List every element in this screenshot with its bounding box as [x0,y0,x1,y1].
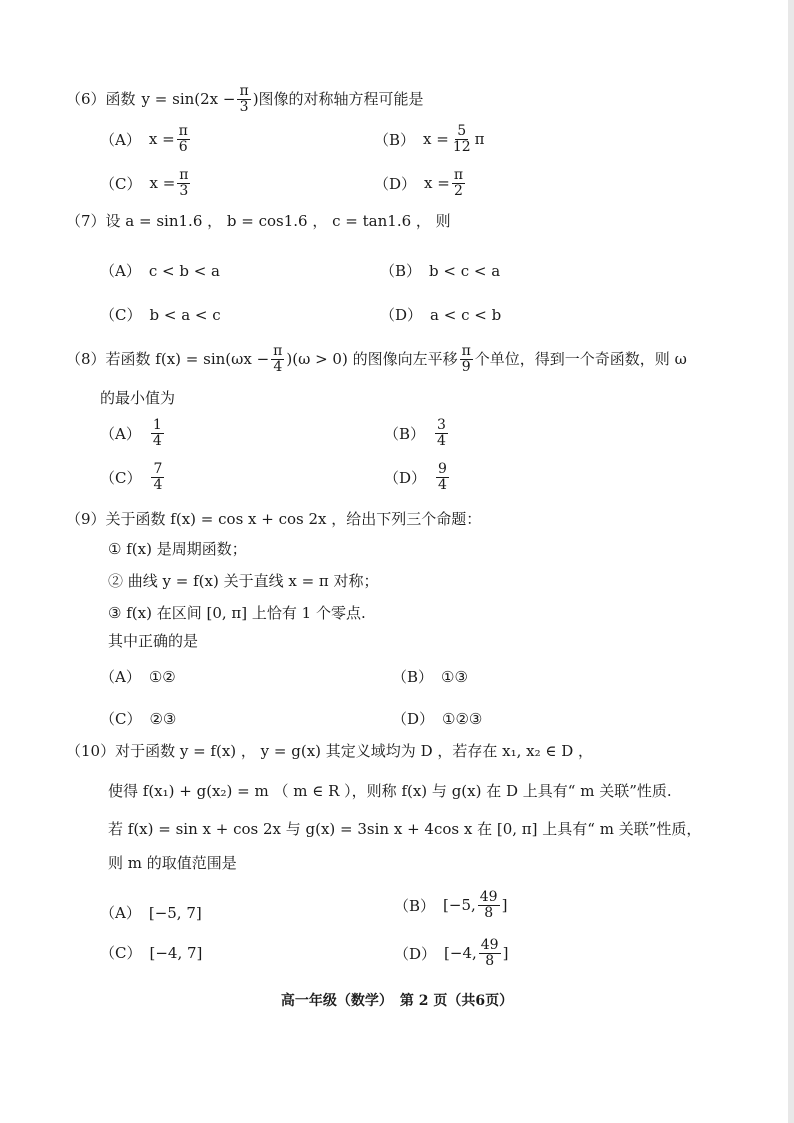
q7-option-d[interactable] [380,304,501,325]
q6-expr-pre: y = sin(2x − [141,89,236,108]
q10-option-b[interactable] [394,890,507,920]
option-text: [−4, 7] [149,943,203,962]
option-label: （A） [100,904,141,922]
q9-ask: 其中正确的是 [108,632,199,650]
option-text: b < c < a [429,261,501,280]
frac-den: 4 [438,476,447,493]
q10-stem-line3: 若 f(x) = sin x + cos 2x 与 g(x) = 3sin x + 4cos x 在 [0, π] 上具有“ m 关联”性质， [108,820,702,838]
frac-den: 8 [485,952,495,969]
option-text: b < a < c [149,305,221,324]
q8-option-c[interactable] [100,462,166,492]
option-label: （C） [100,468,142,487]
option-fraction [479,938,501,968]
q8-stem-line2: 的最小值为 [100,389,176,407]
option-label: （A） [100,424,141,443]
frac-den: 3 [179,182,189,199]
q6-frac-den: 3 [239,98,249,115]
frac-num: 49 [480,937,499,953]
frac-num: 5 [457,123,467,139]
option-label: （B） [380,262,422,280]
option-text: a < c < b [430,305,502,324]
q8-fraction-1 [271,344,284,374]
q6-stem [66,84,424,114]
option-text: [−5, [443,896,476,915]
q10-option-c[interactable] [100,942,202,963]
option-label: （C） [100,710,142,728]
q9-item-3: ③ f(x) 在区间 [0, π] 上恰有 1 个零点. [108,604,366,622]
option-text: ②③ [149,709,177,728]
q6-option-d[interactable] [374,168,467,198]
frac-den: 4 [152,432,162,449]
q9-item-1: ① f(x) 是周期函数； [108,540,247,558]
frac-num: π [179,167,189,183]
option-text: ①② [148,667,176,686]
option-label: （B） [384,424,426,443]
frac-den: 6 [178,138,188,155]
q10-option-a[interactable] [100,902,202,923]
q10-stem-line4: 则 m 的取值范围是 [108,854,237,872]
frac-num: π [461,343,471,359]
option-text-post: ] [501,896,508,915]
option-fraction [435,418,448,448]
option-text: x = [423,130,449,149]
frac-num: 9 [438,461,447,477]
frac-num: π [273,343,283,359]
q9-option-b[interactable] [392,666,468,687]
q10-stem-line2: 使得 f(x₁) + g(x₂) = m （ m ∈ R ），则称 f(x) 与 g(x) 在 D 上具有“ m 关联”性质. [108,782,672,800]
option-fraction [177,124,190,154]
q6-frac-num: π [239,83,249,99]
q6-expr-post: )图像的对称轴方程可能是 [252,89,424,108]
option-label: （C） [100,306,142,324]
option-fraction [451,124,473,154]
frac-num: 49 [479,889,498,905]
frac-den: 4 [153,476,163,493]
option-text: ①②③ [442,709,483,728]
page-footer: 高一年级（数学） 第 2 页（共6页） [280,993,514,1009]
q9-option-a[interactable] [100,666,176,687]
q7-option-c[interactable] [100,304,221,325]
q8-option-b[interactable] [384,418,450,448]
q6-option-b[interactable] [374,124,485,154]
option-text-post: π [474,130,485,149]
frac-den: 9 [461,358,471,375]
q6-fraction [237,84,250,114]
option-text: [−4, [444,944,477,963]
option-text: x = [424,174,450,193]
option-label: （D） [384,468,427,487]
q9-option-d[interactable] [392,708,482,729]
frac-den: 8 [484,904,494,921]
option-label: （D） [392,710,435,728]
q7-stem: （7）设 a = sin1.6 ， b = cos1.6 ， c = tan1.6 ， 则 [66,212,451,230]
q10-stem-line1: （10）对于函数 y = f(x) ， y = g(x) 其定义域均为 D ，若存在 x₁, x₂ ∈ D ， [66,742,594,760]
option-fraction [151,462,164,492]
q7-option-b[interactable] [380,260,500,281]
frac-num: 1 [152,417,162,433]
q6-prefix: （6）函数 [66,89,136,108]
q7-option-a[interactable] [100,260,220,281]
q8-post: 个单位，得到一个奇函数，则 ω [474,349,687,368]
option-fraction [452,168,465,198]
option-text: [−5, 7] [148,903,202,922]
q9-item-2: ② 曲线 y = f(x) 关于直线 x = π 对称； [108,572,379,590]
q8-option-a[interactable] [100,418,166,448]
option-label: （B） [392,668,434,686]
option-label: （A） [100,130,141,149]
option-label: （B） [374,130,416,149]
option-label: （C） [100,174,142,193]
q8-stem [66,344,687,374]
option-text: x = [149,174,176,193]
frac-den: 12 [452,138,471,155]
q8-fraction-2 [460,344,473,374]
option-text-post: ] [502,944,509,963]
option-fraction [478,890,500,920]
q6-option-c[interactable] [100,168,192,198]
option-label: （B） [394,896,436,915]
q6-option-a[interactable] [100,124,192,154]
option-label: （D） [394,944,437,963]
frac-den: 4 [273,358,283,375]
q9-stem: （9）关于函数 f(x) = cos x + cos 2x ，给出下列三个命题： [66,510,482,528]
scan-edge [788,0,794,1123]
option-label: （C） [100,944,142,962]
option-fraction [177,168,190,198]
option-text: ①③ [441,667,468,686]
q9-option-c[interactable] [100,708,176,729]
frac-den: 4 [437,432,446,449]
q10-option-d[interactable] [394,938,508,968]
frac-num: π [178,123,188,139]
option-text: x = [148,130,175,149]
option-label: （D） [380,306,423,324]
option-label: （A） [100,668,141,686]
option-label: （A） [100,262,141,280]
option-fraction [436,462,449,492]
q8-pre: （8）若函数 f(x) = sin(ωx − [66,349,270,368]
q8-option-d[interactable] [384,462,451,492]
frac-num: 3 [437,417,446,433]
frac-den: 2 [453,182,463,199]
frac-num: π [453,167,464,183]
frac-num: 7 [153,461,163,477]
option-fraction [151,418,164,448]
option-text: c < b < a [148,261,220,280]
option-label: （D） [374,174,417,193]
q8-mid: )(ω > 0) 的图像向左平移 [286,349,458,368]
